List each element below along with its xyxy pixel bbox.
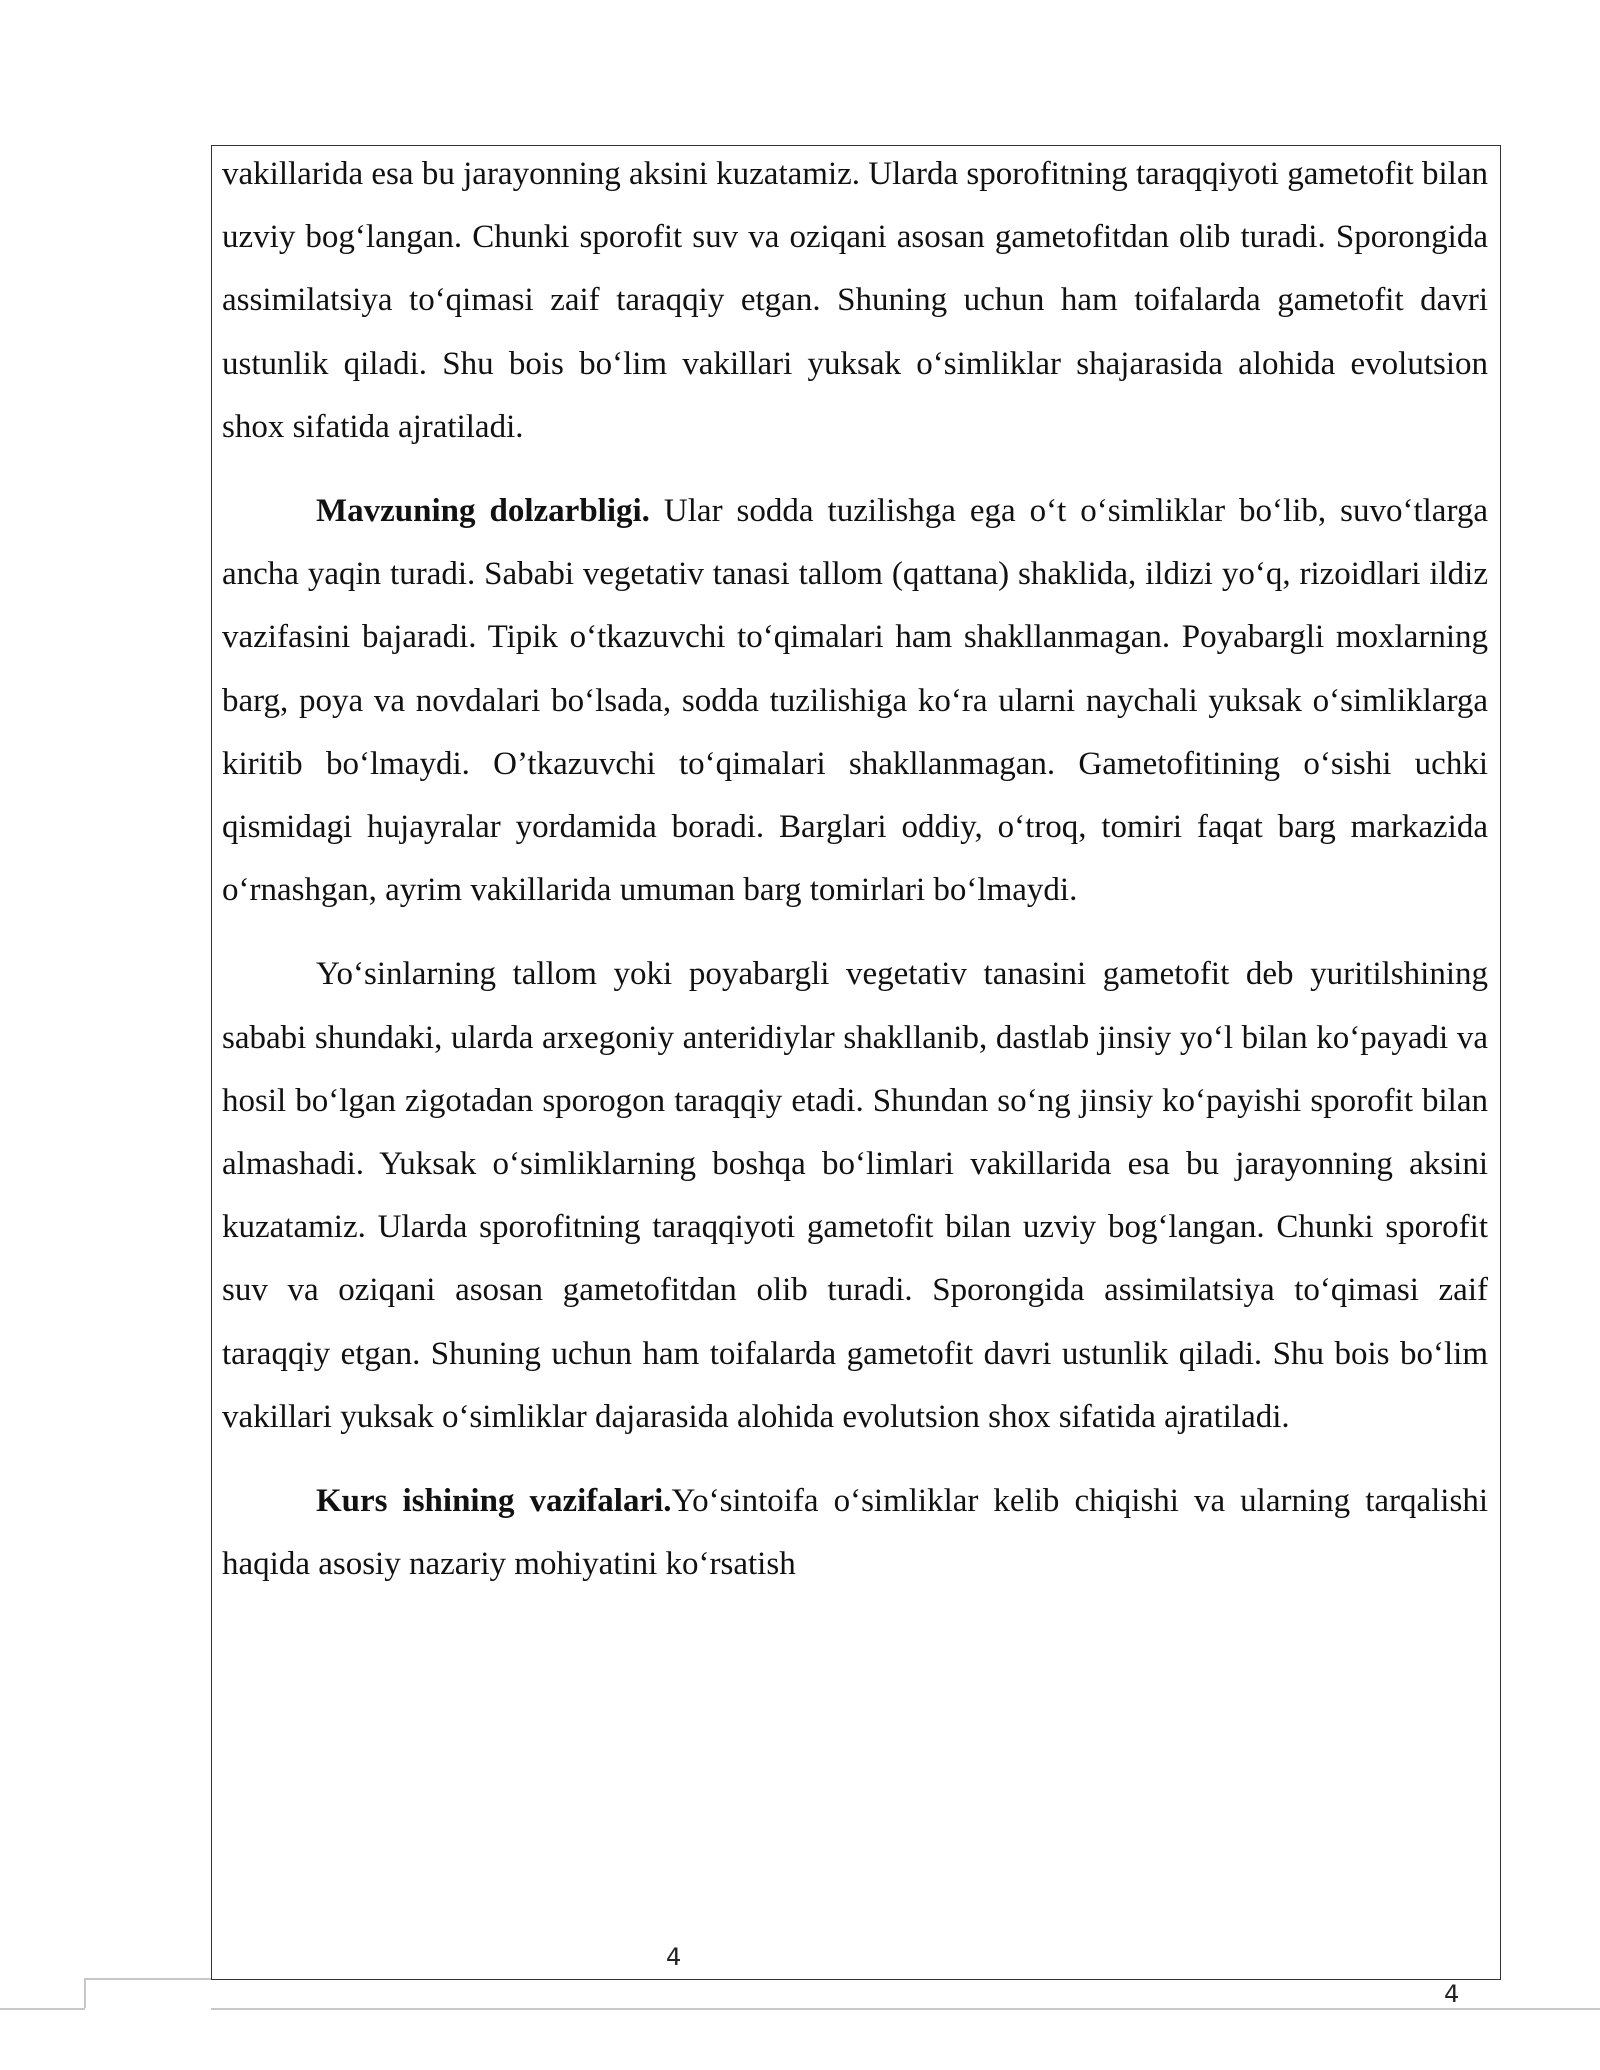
paragraph-1: vakillarida esa bu jarayonning aksini kuzatamiz. Ularda sporofitning taraqqiyoti gametofit bilan uzviy bog‘langan. Chunki sporofit suv va oziqani asosan gametofitdan olib turadi. Sporongida assimilatsiya to‘qimasi zaif taraqqiy etgan. Shuning uchun ham toifalarda gametofit davri ustunlik qiladi. Shu bois bo‘lim vakillari yuksak o‘simliklar shajarasida alohida evolutsion shox sifatida ajratiladi. [222, 156, 1488, 445]
paragraph-3: Yo‘sinlarning tallom yoki poyabargli vegetativ tanasini gametofit deb yuritilshining sababi shundaki, ularda arxegoniy anteridiylar shakllanib, dastlab jinsiy yo‘l bilan ko‘payadi va hosil bo‘lgan zigotadan sporogon taraqqiy etadi. Shundan so‘ng jinsiy ko‘payishi sporofit bilan almashadi. Yuksak o‘simliklarning boshqa bo‘limlari vakillarida esa bu jarayonning aksini kuzatamiz. Ularda sporofitning taraqqiyoti gametofit bilan uzviy bog‘langan. Chunki sporofit suv va oziqani asosan gametofitdan olib turadi. Sporongida assimilatsiya to‘qimasi zaif taraqqiy etgan. Shuning uchun ham toifalarda gametofit davri ustunlik qiladi. Shu bois bo‘lim vakillari yuksak o‘simliklar dajarasida alohida evolutsion shox sifatida ajratiladi. [222, 956, 1488, 1435]
tasks-text: Yo‘sintoifa o‘simliklar kelib chiqishi va ularning tarqalishi haqida asosiy nazariy mohiyatini ko‘rsatish [222, 1483, 1488, 1583]
paragraph-relevance [222, 480, 1488, 922]
footer-corner-mark [84, 1978, 211, 2008]
document-body [222, 143, 1488, 1617]
footer-left-line [0, 2008, 85, 2010]
page-number-inner: 4 [666, 1943, 682, 1971]
relevance-text: Ular sodda tuzilishga ega o‘t o‘simliklar bo‘lib, suvo‘tlarga ancha yaqin turadi. Sababi vegetativ tanasi tallom (qattana) shaklida, ildizi yo‘q, rizoidlari ildiz vazifasini bajaradi. Tipik o‘tkazuvchi to‘qimalari ham shakllanmagan. Poyabargli moxlarning barg, poya va novdalari bo‘lsada, sodda tuzilishiga ko‘ra ularni naychali yuksak o‘simliklarga kiritib bo‘lmaydi. O’tkazuvchi to‘qimalari shakllanmagan. Gametofitining o‘sishi uchki qismidagi hujayralar yordamida boradi. Barglari oddiy, o‘troq, tomiri faqat barg markazida o‘rnashgan, ayrim vakillarida umuman barg tomirlari bo‘lmaydi. [222, 493, 1488, 909]
paragraph-tasks [222, 1470, 1488, 1596]
page-number-outer: 4 [1444, 1980, 1460, 2008]
footer-line [211, 2008, 1600, 2010]
relevance-heading: Mavzuning dolzarbligi. [316, 493, 650, 530]
tasks-heading: Kurs ishining vazifalari. [316, 1483, 672, 1520]
